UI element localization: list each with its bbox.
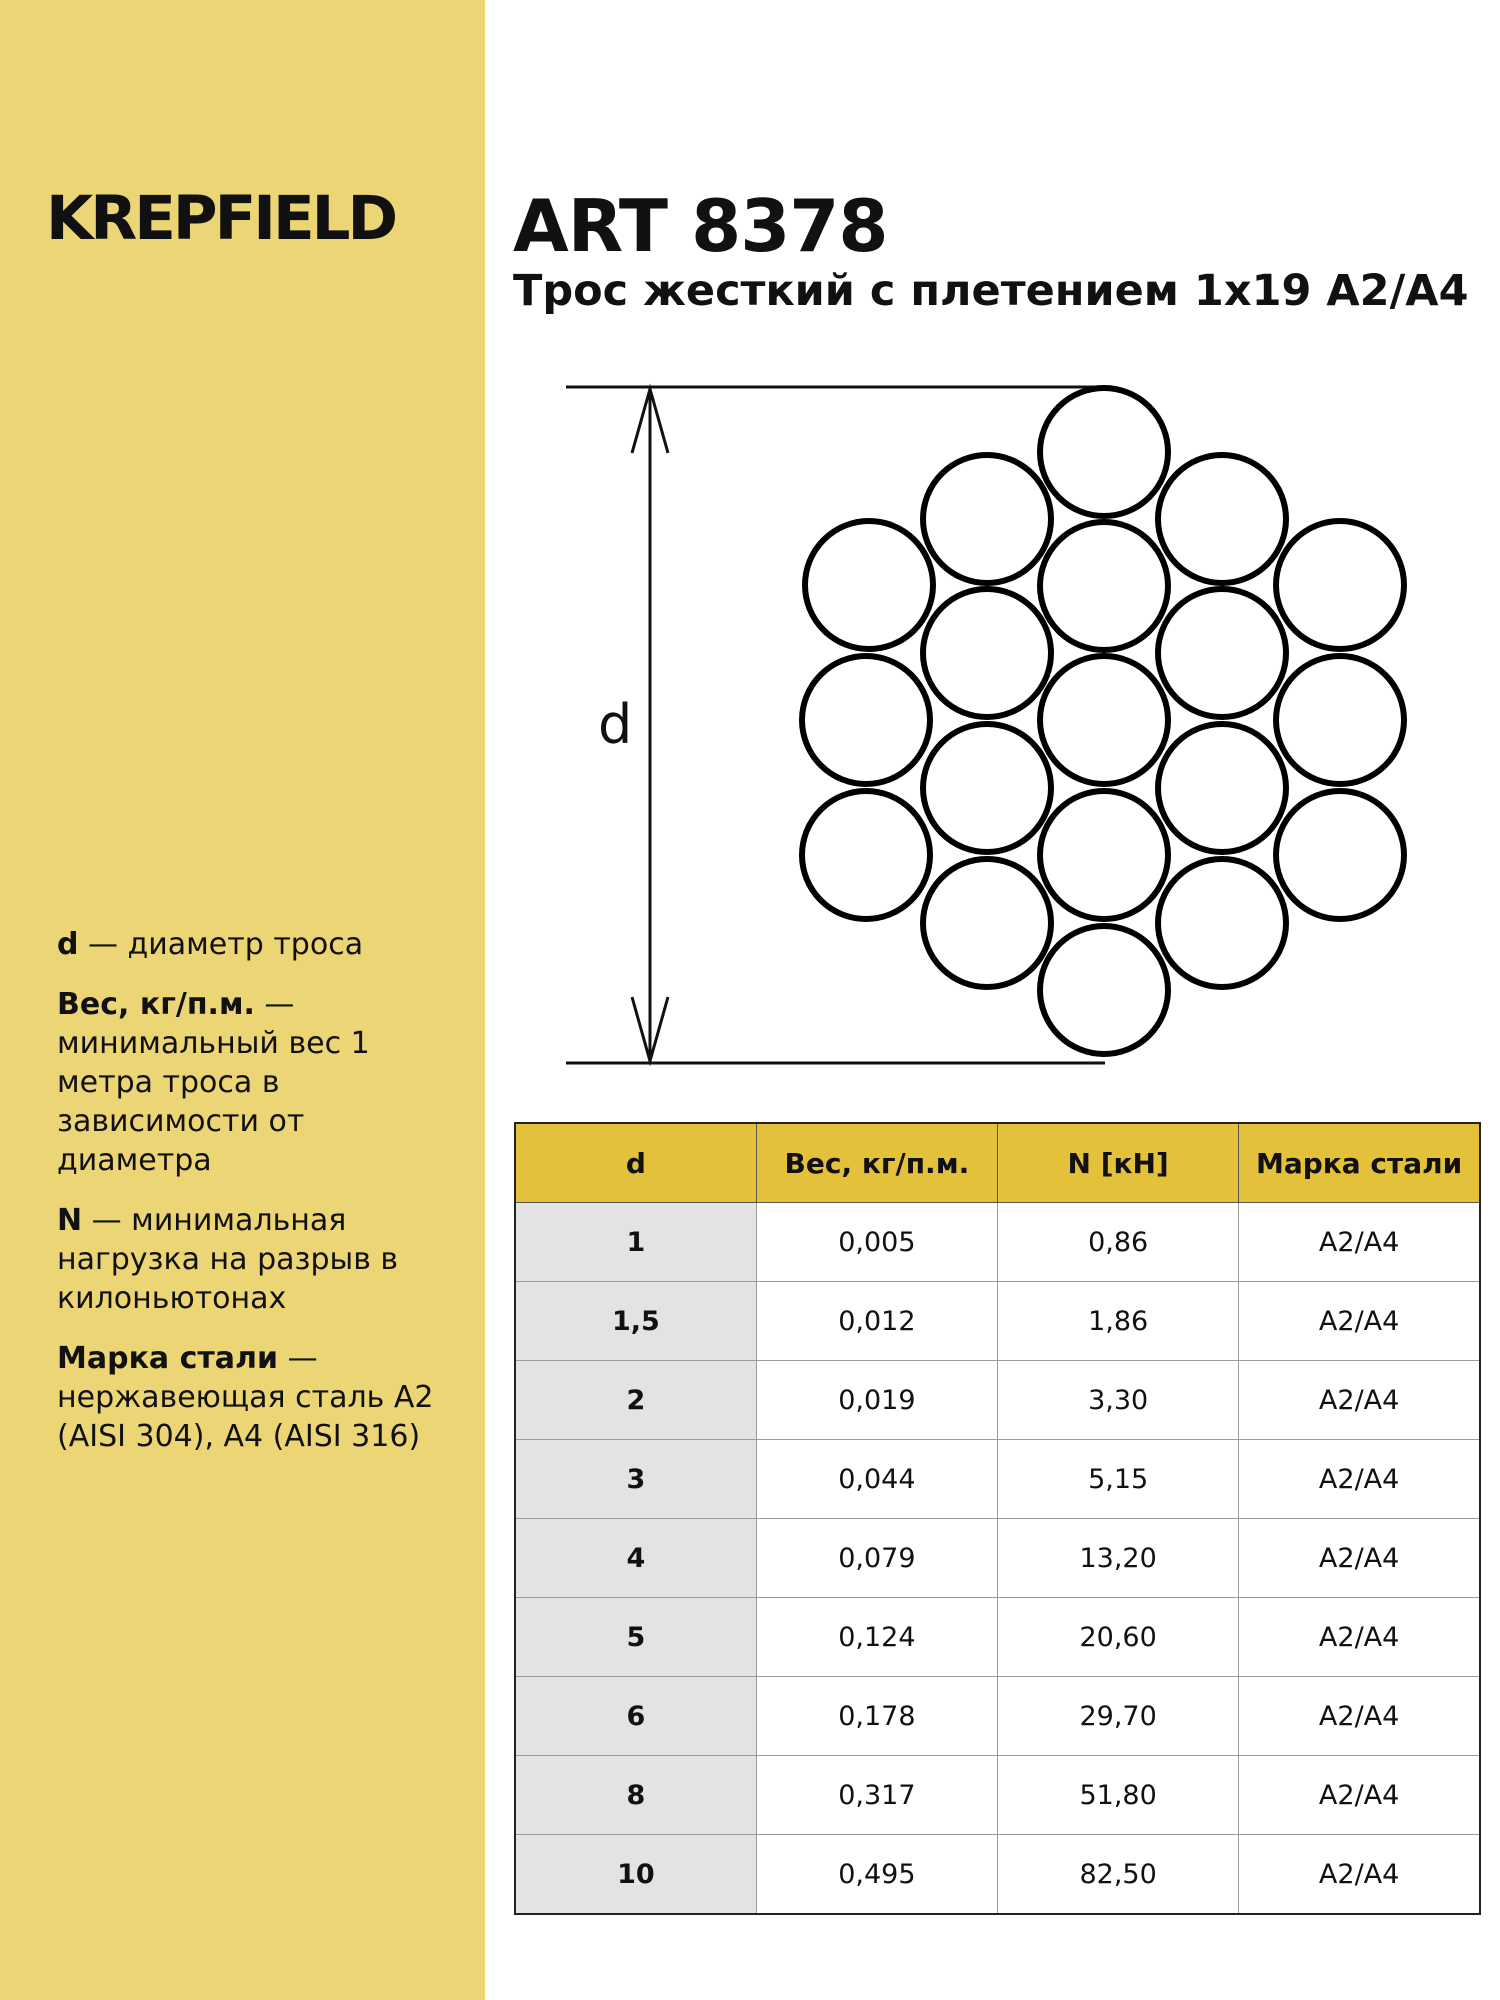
cell-weight: 0,019 [756,1361,997,1440]
cell-d: 2 [515,1361,756,1440]
cell-steel: А2/А4 [1239,1440,1480,1519]
cell-steel: А2/А4 [1239,1835,1480,1915]
cell-d: 1,5 [515,1282,756,1361]
cell-d: 3 [515,1440,756,1519]
table-row [515,1756,1480,1835]
wire-strand [1158,455,1286,583]
wire-strand [923,589,1051,717]
cell-weight: 0,317 [756,1756,997,1835]
table-row [515,1440,1480,1519]
table-row [515,1361,1480,1440]
wire-strand [1158,724,1286,852]
wire-strand [1040,388,1168,516]
cell-steel: А2/А4 [1239,1519,1480,1598]
table-row [515,1598,1480,1677]
cell-d: 5 [515,1598,756,1677]
page-subtitle: Трос жесткий с плетением 1х19 А2/А4 [513,266,1469,316]
wire-strand [1040,656,1168,784]
wire-strand [805,521,933,649]
wire-strand [1040,791,1168,919]
rope-diagram-svg [560,375,1420,1075]
column-header-weight: Вес, кг/п.м. [756,1123,997,1203]
column-header-d: d [515,1123,756,1203]
cell-load: 5,15 [998,1440,1239,1519]
cell-weight: 0,005 [756,1203,997,1282]
legend-item-weight: Вес, кг/п.м. — минимальный вес 1 метра троса в зависимости от диаметра [57,987,370,1178]
cell-load: 1,86 [998,1282,1239,1361]
cell-load: 82,50 [998,1835,1239,1915]
wire-strand [923,455,1051,583]
wire-strand [1158,589,1286,717]
cell-weight: 0,079 [756,1519,997,1598]
cell-load: 20,60 [998,1598,1239,1677]
cell-d: 8 [515,1756,756,1835]
legend-item-n: N — минимальная нагрузка на разрыв в килоньютонах [57,1203,399,1316]
wire-strand [1158,859,1286,987]
cell-d: 6 [515,1677,756,1756]
wire-strand [802,656,930,784]
cell-weight: 0,178 [756,1677,997,1756]
cell-steel: А2/А4 [1239,1361,1480,1440]
dimension-label: d [598,693,633,756]
cell-steel: А2/А4 [1239,1677,1480,1756]
brand-logo: KREPFIELD [46,183,396,254]
table-row [515,1282,1480,1361]
cell-load: 51,80 [998,1756,1239,1835]
wire-strand [1276,521,1404,649]
wire-strand [1040,522,1168,650]
legend [57,925,457,1477]
cell-load: 29,70 [998,1677,1239,1756]
cell-load: 3,30 [998,1361,1239,1440]
cell-steel: А2/А4 [1239,1756,1480,1835]
wire-strand [1040,926,1168,1054]
wire-strand [1276,656,1404,784]
cell-weight: 0,495 [756,1835,997,1915]
cell-d: 1 [515,1203,756,1282]
sidebar [0,0,485,2000]
cell-d: 10 [515,1835,756,1915]
table-row [515,1677,1480,1756]
cell-load: 13,20 [998,1519,1239,1598]
table-row [515,1835,1480,1915]
cell-load: 0,86 [998,1203,1239,1282]
cell-steel: А2/А4 [1239,1282,1480,1361]
legend-item-d: d — диаметр троса [57,927,364,962]
cell-weight: 0,012 [756,1282,997,1361]
page-title: ART 8378 [513,184,888,268]
cell-weight: 0,044 [756,1440,997,1519]
specs-table [514,1122,1481,1915]
column-header-load: N [кН] [998,1123,1239,1203]
table-header-row [515,1123,1480,1203]
wire-strand [923,724,1051,852]
rope-cross-section-diagram [560,375,1420,1075]
wire-strand [1276,791,1404,919]
wire-strand [802,791,930,919]
table-row [515,1519,1480,1598]
cell-d: 4 [515,1519,756,1598]
cell-steel: А2/А4 [1239,1598,1480,1677]
legend-item-steel: Марка стали — нержавеющая сталь А2 (AISI 304), А4 (AISI 316) [57,1341,434,1454]
column-header-steel: Марка стали [1239,1123,1480,1203]
wire-strand [923,859,1051,987]
cell-weight: 0,124 [756,1598,997,1677]
table-row [515,1203,1480,1282]
cell-steel: А2/А4 [1239,1203,1480,1282]
